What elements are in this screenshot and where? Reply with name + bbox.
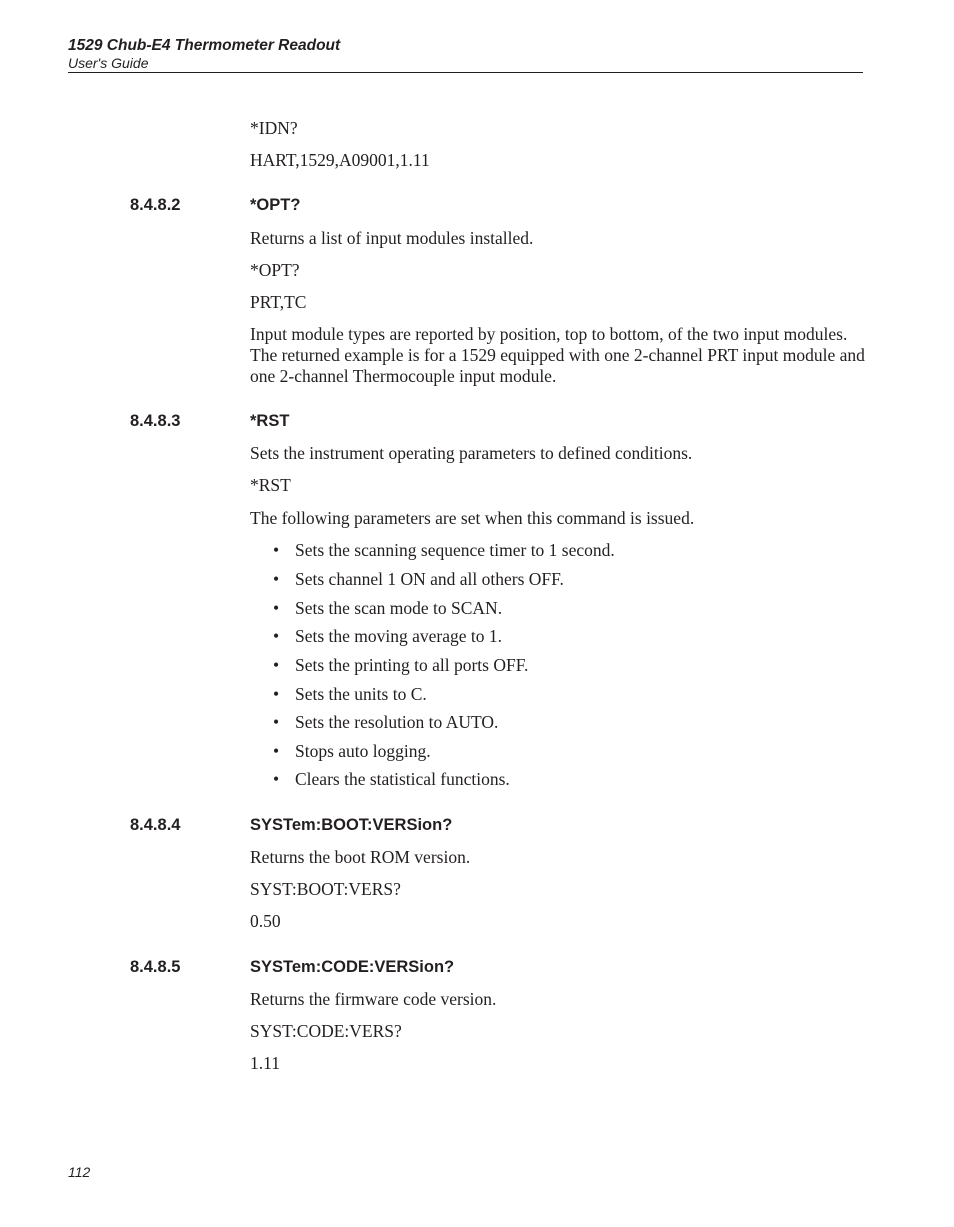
section-title-boot-version: SYSTem:BOOT:VERSion? bbox=[250, 816, 453, 834]
list-item-text: Sets the resolution to AUTO. bbox=[295, 712, 499, 732]
bullet: • bbox=[273, 540, 280, 560]
section-number-rst: 8.4.8.3 bbox=[130, 412, 181, 430]
list-item bbox=[273, 655, 528, 676]
section-number-opt: 8.4.8.2 bbox=[130, 196, 181, 214]
list-item-text: Sets the moving average to 1. bbox=[295, 626, 503, 646]
code-version-response: 1.11 bbox=[250, 1053, 280, 1073]
boot-version-command: SYST:BOOT:VERS? bbox=[250, 879, 401, 899]
document-subtitle: User's Guide bbox=[68, 55, 149, 71]
opt-command: *OPT? bbox=[250, 260, 300, 280]
list-item bbox=[273, 626, 502, 647]
bullet: • bbox=[273, 569, 280, 589]
list-item bbox=[273, 741, 431, 762]
running-header bbox=[68, 37, 863, 73]
section-number-code-version: 8.4.8.5 bbox=[130, 958, 181, 976]
opt-description: Returns a list of input modules installed. bbox=[250, 228, 534, 248]
list-item-text: Sets the scanning sequence timer to 1 second. bbox=[295, 540, 615, 560]
page-number: 112 bbox=[68, 1164, 91, 1180]
bullet: • bbox=[273, 741, 280, 761]
list-item bbox=[273, 712, 498, 733]
bullet: • bbox=[273, 712, 280, 732]
boot-version-description: Returns the boot ROM version. bbox=[250, 847, 471, 867]
list-item bbox=[273, 540, 615, 561]
section-title-rst: *RST bbox=[250, 412, 290, 430]
bullet: • bbox=[273, 684, 280, 704]
section-number-boot-version: 8.4.8.4 bbox=[130, 816, 181, 834]
rst-lead: The following parameters are set when this command is issued. bbox=[250, 508, 695, 528]
boot-version-response: 0.50 bbox=[250, 911, 281, 931]
list-item bbox=[273, 769, 510, 790]
list-item-text: Stops auto logging. bbox=[295, 741, 431, 761]
opt-response: PRT,TC bbox=[250, 292, 307, 312]
bullet: • bbox=[273, 598, 280, 618]
list-item-text: Sets the printing to all ports OFF. bbox=[295, 655, 529, 675]
list-item-text: Sets the units to C. bbox=[295, 684, 427, 704]
rst-command: *RST bbox=[250, 475, 291, 495]
code-version-command: SYST:CODE:VERS? bbox=[250, 1021, 402, 1041]
bullet: • bbox=[273, 769, 280, 789]
list-item-text: Sets channel 1 ON and all others OFF. bbox=[295, 569, 564, 589]
list-item bbox=[273, 598, 502, 619]
list-item-text: Sets the scan mode to SCAN. bbox=[295, 598, 503, 618]
code-version-description: Returns the firmware code version. bbox=[250, 989, 497, 1009]
rst-description: Sets the instrument operating parameters to defined conditions. bbox=[250, 443, 693, 463]
list-item bbox=[273, 569, 564, 590]
opt-note: Input module types are reported by position, top to bottom, of the two input modules. The returned example is for a 1529 equipped with one 2-channel PRT input module and one 2-channel Thermocouple input module. bbox=[250, 324, 865, 386]
bullet: • bbox=[273, 626, 280, 646]
section-title-code-version: SYSTem:CODE:VERSion? bbox=[250, 958, 455, 976]
list-item bbox=[273, 684, 427, 705]
list-item-text: Clears the statistical functions. bbox=[295, 769, 510, 789]
section-title-opt: *OPT? bbox=[250, 196, 301, 214]
idn-response: HART,1529,A09001,1.11 bbox=[250, 150, 430, 170]
idn-command: *IDN? bbox=[250, 118, 298, 138]
document-title: 1529 Chub-E4 Thermometer Readout bbox=[68, 37, 341, 54]
bullet: • bbox=[273, 655, 280, 675]
